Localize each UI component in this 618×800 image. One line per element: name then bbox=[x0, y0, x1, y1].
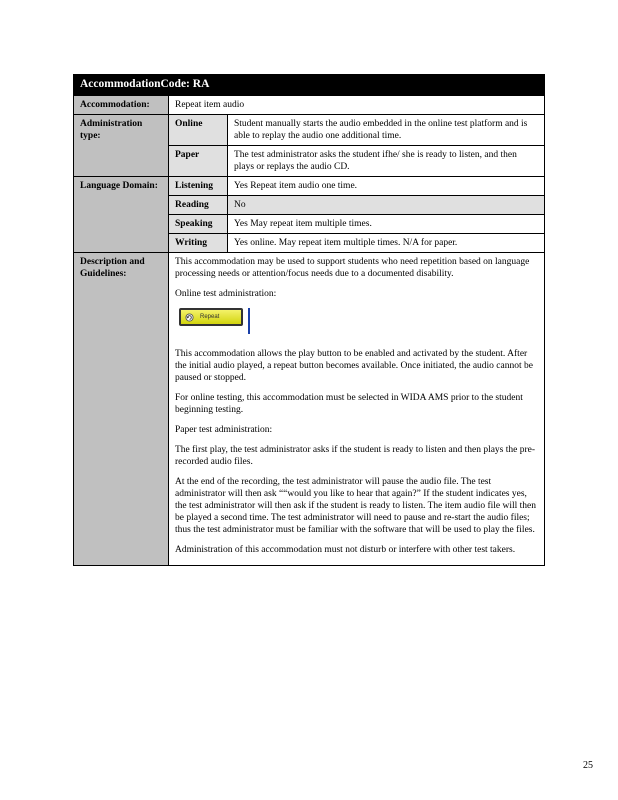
text-cursor-bar bbox=[248, 308, 250, 334]
title-prefix: Accommodation bbox=[80, 78, 161, 90]
title-suffix: Code: RA bbox=[160, 78, 210, 90]
speaking-value: Yes May repeat item multiple times. bbox=[228, 215, 545, 234]
online-label: Online bbox=[169, 115, 228, 146]
page-number: 25 bbox=[583, 760, 593, 771]
speaking-label: Speaking bbox=[169, 215, 228, 234]
description-p3: This accommodation allows the play button to be enabled and activated by the student. After the initial audio played, a repeat button becomes available. Once initiated, the audio cannot be paused or stopped. bbox=[175, 349, 533, 383]
description-content bbox=[169, 253, 545, 566]
administration-type-label: Administration type: bbox=[74, 115, 169, 177]
description-p6: The first play, the test administrator asks if the student is ready to listen and then plays the pre-recorded audio files. bbox=[175, 445, 536, 467]
listening-value: Yes Repeat item audio one time. bbox=[228, 177, 545, 196]
online-text: Student manually starts the audio embedded in the online test platform and is able to replay the audio one additional time. bbox=[228, 115, 545, 146]
description-p7: At the end of the recording, the test administrator will pause the audio file. The test administrator will then ask ““would you like to hear that again?” If the student indicates yes, the test administrator will then ask if the student is ready to listen. The item audio file will then be played a second time. The test administrator will need to pause and re-start the audio files; thus the test administrator must be familiar with the software that will be used to play the files. bbox=[175, 477, 537, 535]
accommodation-table bbox=[73, 74, 545, 566]
accommodation-value: Repeat item audio bbox=[169, 96, 545, 115]
reading-value: No bbox=[228, 196, 545, 215]
table-title bbox=[74, 75, 545, 96]
description-p4: For online testing, this accommodation must be selected in WIDA AMS prior to the student beginning testing. bbox=[175, 393, 523, 415]
repeat-icon bbox=[185, 313, 194, 322]
repeat-button-figure bbox=[179, 308, 255, 334]
description-p2: Online test administration: bbox=[175, 289, 277, 299]
reading-label: Reading bbox=[169, 196, 228, 215]
paper-label: Paper bbox=[169, 146, 228, 177]
repeat-button-image bbox=[179, 308, 243, 326]
description-p1: This accommodation may be used to support students who need repetition based on language processing needs or attention/focus needs due to a documented disability. bbox=[175, 257, 530, 279]
description-p5: Paper test administration: bbox=[175, 425, 273, 435]
description-p8: Administration of this accommodation must not disturb or interfere with other test takers. bbox=[175, 545, 516, 555]
description-label: Description and Guidelines: bbox=[74, 253, 169, 566]
repeat-button-label: Repeat bbox=[200, 314, 220, 320]
writing-value: Yes online. May repeat item multiple times. N/A for paper. bbox=[228, 234, 545, 253]
accommodation-label: Accommodation: bbox=[74, 96, 169, 115]
writing-label: Writing bbox=[169, 234, 228, 253]
paper-text: The test administrator asks the student ifhe/ she is ready to listen, and then plays or replays the audio CD. bbox=[228, 146, 545, 177]
listening-label: Listening bbox=[169, 177, 228, 196]
language-domain-label: Language Domain: bbox=[74, 177, 169, 253]
